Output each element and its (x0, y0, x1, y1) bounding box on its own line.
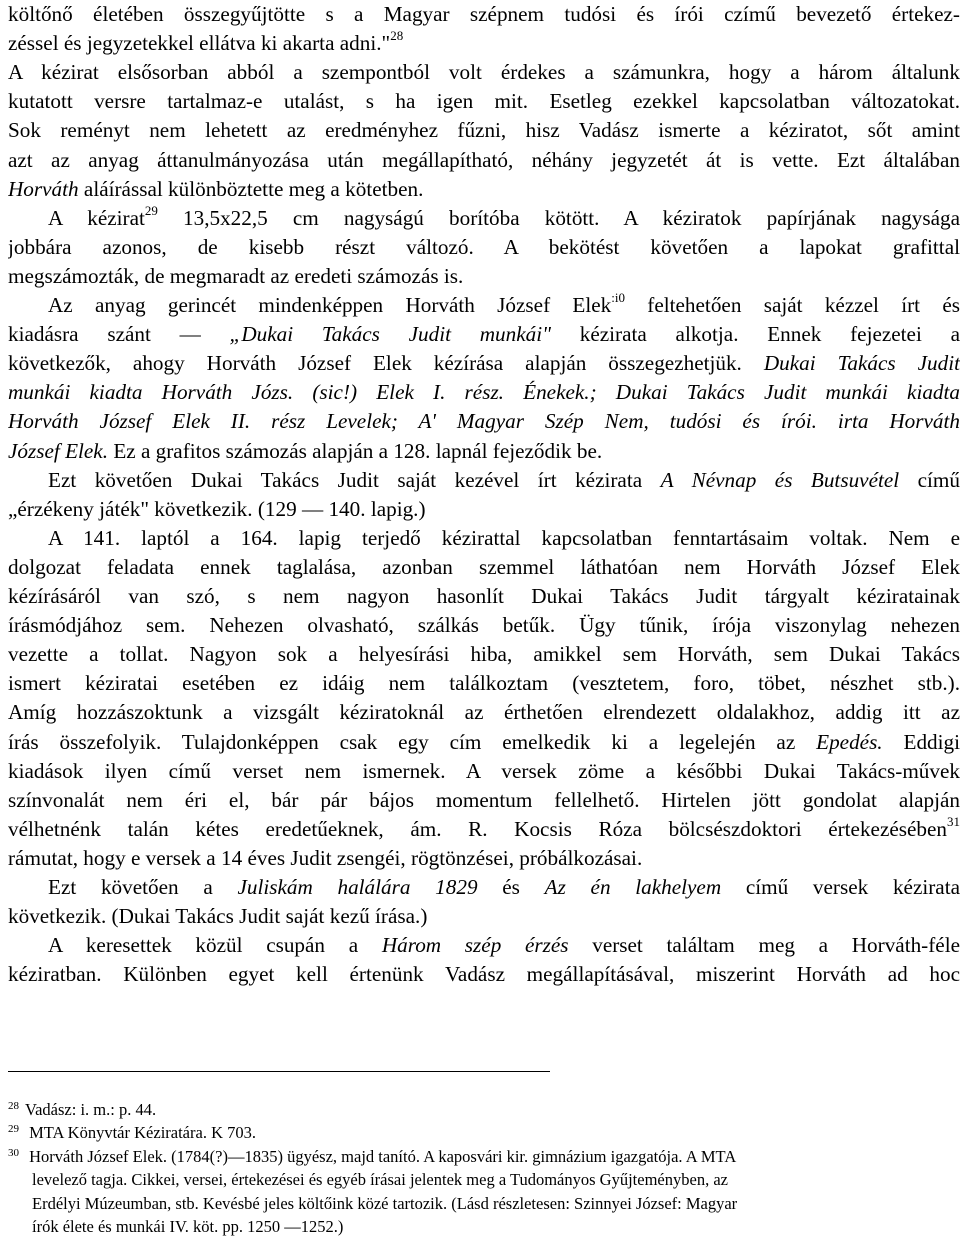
footnote-number: 28 (8, 1100, 19, 1112)
text-segment: kiadásra szánt — (8, 322, 230, 347)
text-line (8, 349, 960, 378)
footnote-reference: :i0 (611, 291, 625, 305)
text-segment: 13,5x22,5 cm nagyságú borítóba kötött. A kéziratok papírjának nagysága (157, 205, 960, 230)
text-line (8, 669, 960, 698)
footnote (8, 1215, 960, 1238)
text-line (8, 262, 960, 291)
footnote-reference: 29 (144, 203, 158, 218)
text-segment: költőnő életében összegyűjtötte s a Magyar szépnem tudósi és írói czímű bevezető értekez- (8, 2, 960, 26)
text-segment: A 141. laptól a 164. lapig terjedő kézirattal kapcsolatban fenntartásaim voltak. Nem e (48, 525, 960, 550)
text-segment: megszámozták, de megmaradt az eredeti számozás is. (8, 263, 464, 288)
text-segment: Amíg hozzászoktunk a vizsgált kéziratoknál az érthetően elrendezett oldalakhoz, addig itt az (8, 700, 960, 725)
text-segment: Ezt követően a (48, 875, 238, 899)
text-line (8, 204, 960, 233)
text-segment: vezette a tollat. Nagyon sok a helyesírási hiba, amikkel sem Horváth, sem Dukai Takács (8, 642, 960, 667)
text-segment: Ez a grafitos számozás alapján a 128. lapnál fejeződik be. (108, 438, 603, 463)
text-segment: dolgozat feladata ennek taglalása, azonban szemmel láthatóan nem Horváth József Elek (8, 554, 960, 579)
text-line (8, 407, 960, 436)
footnote-separator (8, 1071, 550, 1072)
text-line (8, 0, 960, 29)
text-line (8, 902, 960, 931)
text-segment: aláírással különböztette meg a kötetben. (78, 176, 424, 201)
italic-text: József Elek. (8, 438, 109, 463)
footnote-text: MTA Könyvtár Kéziratára. K 703. (25, 1123, 256, 1143)
text-line (8, 524, 960, 553)
text-segment: írás összefolyik. Tulajdonképpen csak egy cím emelkedik ki a legelején az (8, 729, 817, 754)
text-line (8, 495, 960, 524)
text-line (8, 757, 960, 786)
text-segment: Sok reményt nem lehetett az eredményhez fűzni, hisz Vadász ismerte a kéziratot, sőt amint (8, 118, 960, 143)
text-line (8, 553, 960, 582)
text-segment: „érzékeny játék" következik. (129 — 140. lapig.) (8, 496, 426, 521)
text-line (8, 58, 960, 87)
text-segment: és (477, 875, 545, 899)
italic-text: Az én lakhelyem (544, 875, 722, 899)
text-segment: feltehetően saját kézzel írt és (625, 293, 960, 317)
text-line (8, 116, 960, 145)
text-line (8, 582, 960, 611)
text-line (8, 698, 960, 727)
text-segment: kutatott versre tartalmaz-e utalást, s ha igen mit. Esetleg ezekkel kapcsolatban változatokat. (8, 89, 960, 114)
footnote-number: 29 (8, 1123, 19, 1136)
italic-text: Horváth (8, 176, 79, 201)
text-segment: írásmódjához sem. Nehezen olvasható, szálkás betűk. Ügy tűnik, írója viszonylag nehezen (8, 613, 960, 638)
text-segment: zéssel és jegyzetekkel ellátva ki akarta adni." (8, 31, 391, 56)
text-segment: rámutat, hogy e versek a 14 éves Judit zsengéi, rögtönzései, próbálkozásai. (8, 845, 643, 870)
text-segment: következik. (Dukai Takács Judit saját kezű írása.) (8, 904, 428, 929)
footnote (8, 1098, 960, 1121)
text-line (8, 291, 960, 320)
text-segment: kézirata alkotja. Ennek fejezetei a (551, 322, 960, 347)
text-segment: című versek kézirata (721, 875, 960, 899)
text-segment: színvonalát nem éri el, bár pár bájos momentum fellelhető. Hirtelen jött gondolat alapján (8, 787, 960, 812)
footnote-text: levelező tagja. Cikkei, versei, értekezései és egyéb írásai jelentek meg a Tudományos Gyűjteményben, az (32, 1170, 728, 1190)
footnote (8, 1121, 960, 1144)
text-line (8, 378, 960, 407)
footnote-text: Erdélyi Múzeumban, stb. Kevésbé jeles költőink közé tartozik. (Lásd részletesen: Szinnyei József: Magyar (32, 1193, 738, 1213)
italic-text: „Dukai Takács Judit munkái" (229, 322, 552, 347)
italic-text: A Névnap és Butsuvétel (660, 467, 900, 492)
footnote-reference: 28 (390, 29, 404, 44)
text-line (8, 87, 960, 116)
italic-text: Juliskám halálára 1829 (237, 875, 478, 899)
text-line (8, 320, 960, 349)
footnote (8, 1192, 960, 1215)
text-segment: A kézirat (48, 205, 145, 230)
text-line (8, 611, 960, 640)
text-segment: verset találtam meg a Horváth-féle (568, 933, 960, 958)
italic-text: Három szép érzés (381, 933, 569, 958)
text-segment: Az anyag gerincét mindenképpen Horváth József Elek (48, 293, 612, 317)
italic-text: Horváth József Elek II. rész Levelek; A' Magyar Szép Nem, tudósi és írói. irta Horváth (8, 409, 960, 434)
footnote-text: Vadász: i. m.: p. 44. (25, 1100, 157, 1119)
footnote-number: 30 (8, 1146, 19, 1159)
text-line (8, 728, 960, 757)
italic-text: munkái kiadta Horváth Józs. (sic!) Elek I. rész. Énekek.; Dukai Takács Judit munkái kiadta (8, 380, 960, 405)
text-segment: ismert kéziratai esetében ez idáig nem találkoztam (vesztetem, foro, töbet, nészhet stb.). (8, 671, 960, 696)
text-segment: kiadások ilyen című verset nem ismernek. A versek zöme a későbbi Dukai Takács-művek (8, 758, 960, 783)
footnote-reference: 31 (947, 814, 960, 829)
text-line (8, 466, 960, 495)
text-line (8, 437, 960, 466)
text-line (8, 640, 960, 669)
footnote (8, 1168, 960, 1191)
text-segment: Ezt követően Dukai Takács Judit saját kezével írt kézirata (48, 467, 661, 492)
text-segment: kéziratban. Különben egyet kell értenünk Vadász megállapításával, miszerint Horváth ad hoc (8, 962, 960, 987)
text-line (8, 175, 960, 204)
text-line (8, 786, 960, 815)
text-segment: jobbára azonos, de kisebb részt változó. A bekötést követően a lapokat grafittal (8, 234, 960, 259)
footnote-text: írók élete és munkái IV. köt. pp. 1250 —1252.) (32, 1217, 344, 1236)
footnote (8, 1145, 960, 1168)
italic-text: Dukai Takács Judit (763, 351, 960, 376)
text-segment: kézírásáról van szó, s nem nagyon hasonlít Dukai Takács Judit tárgyalt kéziratainak (8, 584, 960, 608)
text-segment: A keresettek közül csupán a (48, 933, 382, 958)
text-line (8, 960, 960, 989)
text-line (8, 233, 960, 262)
text-segment: azt az anyag áttanulmányozása után megállapítható, néhány jegyzetét át is vette. Ezt általában (8, 147, 960, 172)
text-segment: Eddigi (882, 729, 960, 754)
text-segment: című (899, 467, 960, 492)
text-segment: vélhetnénk talán kétes eredetűeknek, ám. R. Kocsis Róza bölcsészdoktori értekezésében (8, 816, 947, 841)
text-segment: következők, ahogy Horváth József Elek kézírása alapján összegezhetjük. (8, 351, 764, 376)
text-line (8, 844, 960, 873)
footnote-text: Horváth József Elek. (1784(?)—1835) ügyész, majd tanító. A kaposvári kir. gimnázium igazgatója. A MTA (25, 1146, 737, 1166)
text-segment: A kézirat elsősorban abból a szempontból volt érdekes a számunkra, hogy a három általunk (8, 60, 960, 85)
italic-text: Epedés. (816, 729, 883, 754)
text-line (8, 931, 960, 960)
text-line (8, 815, 960, 844)
text-line (8, 873, 960, 902)
text-line (8, 29, 960, 58)
text-line (8, 146, 960, 175)
